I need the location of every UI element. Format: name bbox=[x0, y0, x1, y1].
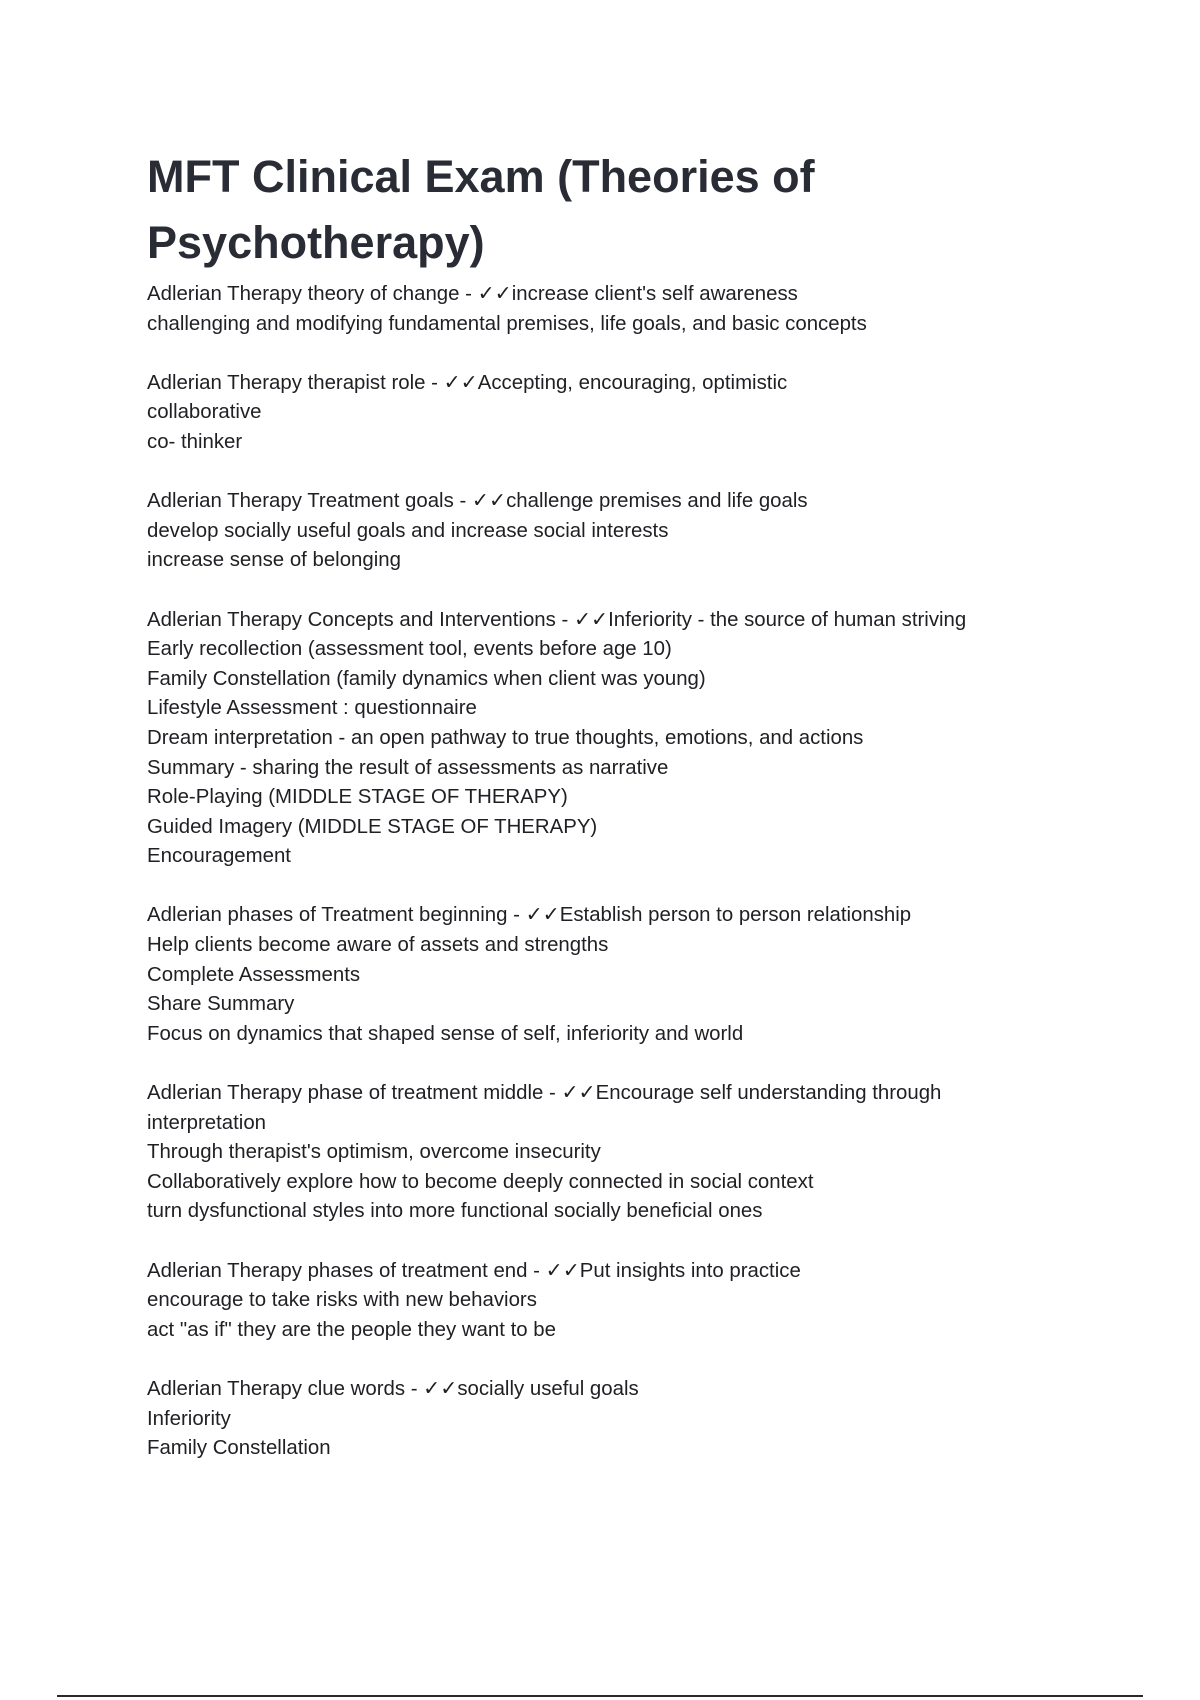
entry-definition-line: Collaboratively explore how to become deeply connected in social context bbox=[147, 1170, 814, 1193]
entry-definition-line: Focus on dynamics that shaped sense of self, inferiority and world bbox=[147, 1022, 744, 1045]
entry-definition-line: encourage to take risks with new behaviors bbox=[147, 1289, 537, 1312]
flashcard-entry bbox=[147, 1375, 1067, 1464]
entry-term-line: Adlerian Therapy phase of treatment middle - ✓✓Encourage self understanding through bbox=[147, 1082, 942, 1105]
entry-definition-line: Complete Assessments bbox=[147, 963, 361, 986]
flashcard-entry bbox=[147, 487, 1067, 576]
entry-definition-line: collaborative bbox=[147, 401, 262, 424]
entry-definition-line: turn dysfunctional styles into more functional socially beneficial ones bbox=[147, 1200, 763, 1223]
entry-definition-line: act "as if" they are the people they want to be bbox=[147, 1318, 556, 1341]
entry-definition-line: increase sense of belonging bbox=[147, 549, 401, 572]
entry-term-line: Adlerian Therapy clue words - ✓✓socially useful goals bbox=[147, 1377, 639, 1400]
entry-definition-line: Encouragement bbox=[147, 845, 291, 868]
entry-definition-line: Guided Imagery (MIDDLE STAGE OF THERAPY) bbox=[147, 815, 598, 838]
entry-definition-line: Family Constellation (family dynamics when client was young) bbox=[147, 667, 706, 690]
flashcard-entry bbox=[147, 901, 1067, 1049]
entry-definition-line: Inferiority bbox=[147, 1407, 231, 1430]
page-bottom-divider bbox=[57, 1695, 1143, 1697]
entry-term-line: Adlerian Therapy phases of treatment end - ✓✓Put insights into practice bbox=[147, 1259, 801, 1282]
entry-definition-line: challenging and modifying fundamental premises, life goals, and basic concepts bbox=[147, 312, 867, 335]
entry-definition-line: develop socially useful goals and increase social interests bbox=[147, 519, 669, 542]
entry-definition-line: Share Summary bbox=[147, 993, 295, 1016]
flashcard-entry bbox=[147, 280, 1067, 339]
entry-definition-line: Family Constellation bbox=[147, 1437, 331, 1460]
entry-definition-line: interpretation bbox=[147, 1111, 267, 1134]
entry-definition-line: Summary - sharing the result of assessments as narrative bbox=[147, 756, 669, 779]
flashcard-list bbox=[147, 280, 1067, 1464]
entry-definition-line: Help clients become aware of assets and strengths bbox=[147, 934, 609, 957]
document-title: MFT Clinical Exam (Theories of Psychotherapy) bbox=[147, 151, 815, 268]
flashcard-entry bbox=[147, 369, 1067, 458]
entry-term-line: Adlerian Therapy theory of change - ✓✓increase client's self awareness bbox=[147, 283, 798, 305]
entry-term-line: Adlerian Therapy Concepts and Interventions - ✓✓Inferiority - the source of human striving bbox=[147, 608, 967, 631]
entry-definition-line: Dream interpretation - an open pathway to true thoughts, emotions, and actions bbox=[147, 726, 864, 749]
flashcard-entry bbox=[147, 1257, 1067, 1346]
document-page bbox=[147, 144, 1067, 1493]
entry-definition-line: Through therapist's optimism, overcome insecurity bbox=[147, 1141, 601, 1164]
flashcard-entry bbox=[147, 606, 1067, 872]
entry-definition-line: Lifestyle Assessment : questionnaire bbox=[147, 697, 477, 720]
flashcard-entry bbox=[147, 1079, 1067, 1227]
entry-definition-line: co- thinker bbox=[147, 430, 243, 453]
entry-definition-line: Early recollection (assessment tool, events before age 10) bbox=[147, 638, 672, 661]
entry-term-line: Adlerian Therapy Treatment goals - ✓✓challenge premises and life goals bbox=[147, 490, 808, 513]
entry-definition-line: Role-Playing (MIDDLE STAGE OF THERAPY) bbox=[147, 786, 568, 809]
entry-term-line: Adlerian Therapy therapist role - ✓✓Accepting, encouraging, optimistic bbox=[147, 371, 788, 394]
entry-term-line: Adlerian phases of Treatment beginning - ✓✓Establish person to person relationship bbox=[147, 904, 912, 927]
